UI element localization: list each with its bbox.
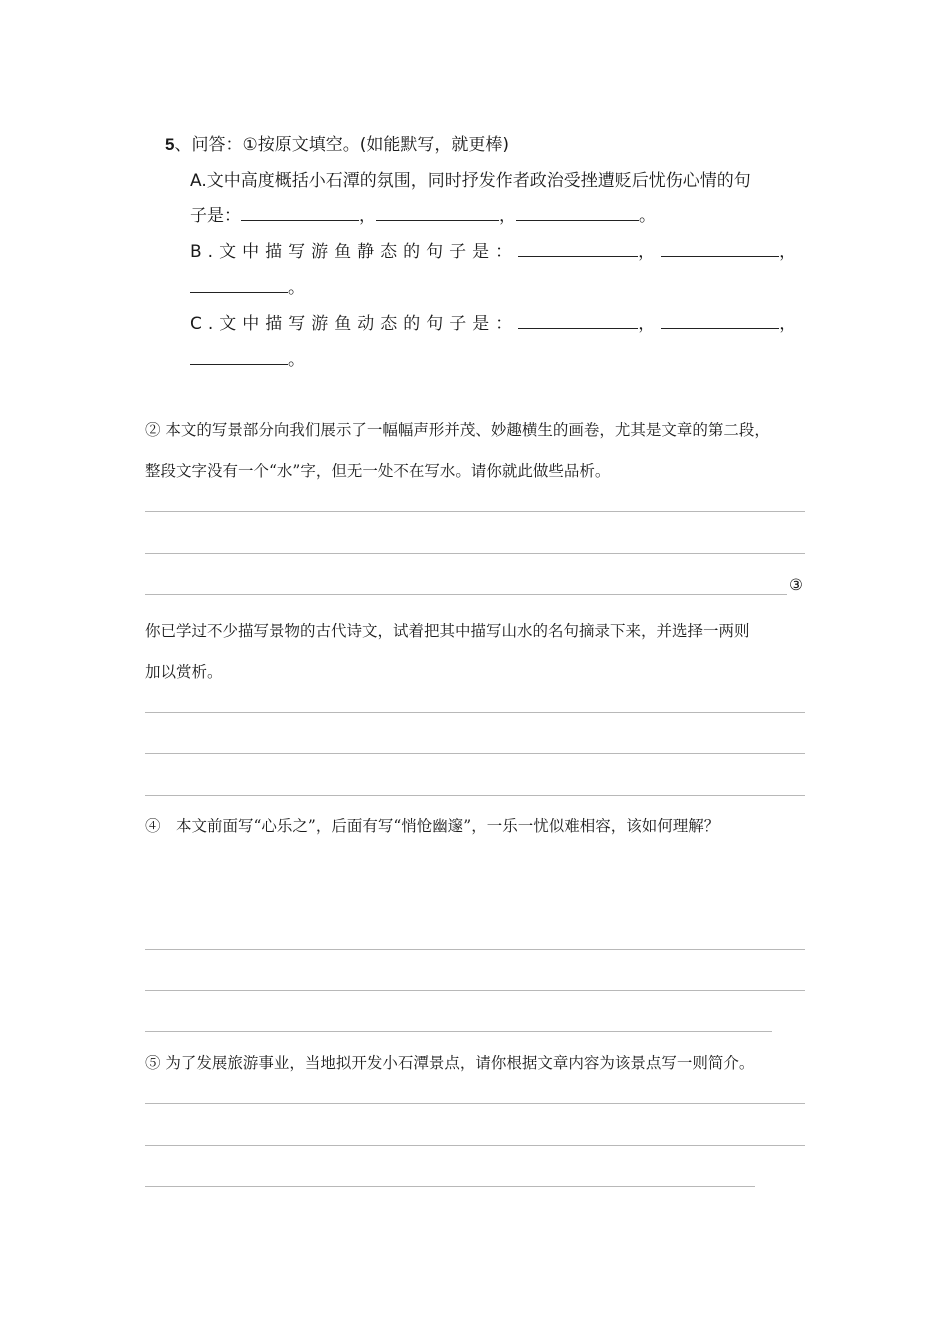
answer-line[interactable]: [145, 712, 805, 713]
answer-blank[interactable]: [376, 202, 499, 221]
answer-blank[interactable]: [661, 238, 779, 257]
question-number: 5: [165, 135, 175, 154]
sub-question-c-prefix: C.文中描写游鱼动态的句子是：: [190, 314, 519, 334]
question-5b-text: ⑤ 为了发展旅游事业，当地拟开发小石潭景点，请你根据文章内容为该景点写一则简介。: [145, 1054, 755, 1072]
question-2-line2: 整段文字没有一个“水”字，但无一处不在写水。请你就此做些品析。: [145, 462, 611, 480]
sub-question-b-line1: [190, 237, 796, 262]
comma: ，: [359, 206, 376, 226]
answer-blank[interactable]: [518, 238, 638, 257]
question-3-line2: 加以赏析。: [145, 663, 223, 681]
answer-blank[interactable]: [661, 310, 779, 329]
answer-line[interactable]: [145, 1145, 805, 1146]
answer-blank[interactable]: [516, 202, 639, 221]
answer-blank[interactable]: [241, 202, 359, 221]
answer-blank[interactable]: [190, 346, 288, 365]
comma: ，: [779, 314, 797, 334]
question-4-text: ④ 本文前面写“心乐之”，后面有写“悄怆幽邃”，一乐一忧似难相容，该如何理解？: [145, 817, 720, 835]
sub-question-b-prefix: B.文中描写游鱼静态的句子是：: [190, 242, 519, 262]
sub-question-a-line1: A.文中高度概括小石潭的氛围，同时抒发作者政治受挫遭贬后忧伤心情的句: [190, 171, 751, 191]
period: 。: [639, 206, 656, 226]
answer-line[interactable]: [145, 795, 805, 796]
answer-line[interactable]: [145, 1186, 755, 1187]
question-5-heading: [165, 130, 509, 155]
answer-line[interactable]: [145, 1031, 772, 1032]
answer-line[interactable]: [145, 594, 787, 595]
question-3-line1: 你已学过不少描写景物的古代诗文，试着把其中描写山水的名句摘录下来，并选择一两则: [145, 622, 750, 640]
answer-line[interactable]: [145, 753, 805, 754]
sub-question-c-line2: [190, 345, 305, 370]
sub-question-b-line2: [190, 273, 305, 298]
answer-line[interactable]: [145, 511, 805, 512]
sub-question-a-prefix: 子是：: [190, 206, 241, 226]
question-2-line1: ② 本文的写景部分向我们展示了一幅幅声形并茂、妙趣横生的画卷，尤其是文章的第二段，: [145, 421, 770, 439]
sub-question-c-line1: [190, 309, 796, 334]
answer-line[interactable]: [145, 990, 805, 991]
comma: ，: [779, 242, 797, 262]
question-3-marker: ③: [789, 576, 803, 594]
comma: ，: [638, 242, 662, 262]
answer-line[interactable]: [145, 1103, 805, 1104]
period: 。: [288, 278, 305, 298]
period: 。: [288, 350, 305, 370]
answer-line[interactable]: [145, 553, 805, 554]
sub-question-a-line2: [190, 201, 656, 226]
comma: ，: [499, 206, 516, 226]
question-5-title: 、问答：①按原文填空。(如能默写，就更棒): [174, 135, 509, 155]
comma: ，: [638, 314, 662, 334]
answer-blank[interactable]: [518, 310, 638, 329]
answer-line[interactable]: [145, 949, 805, 950]
answer-blank[interactable]: [190, 274, 288, 293]
